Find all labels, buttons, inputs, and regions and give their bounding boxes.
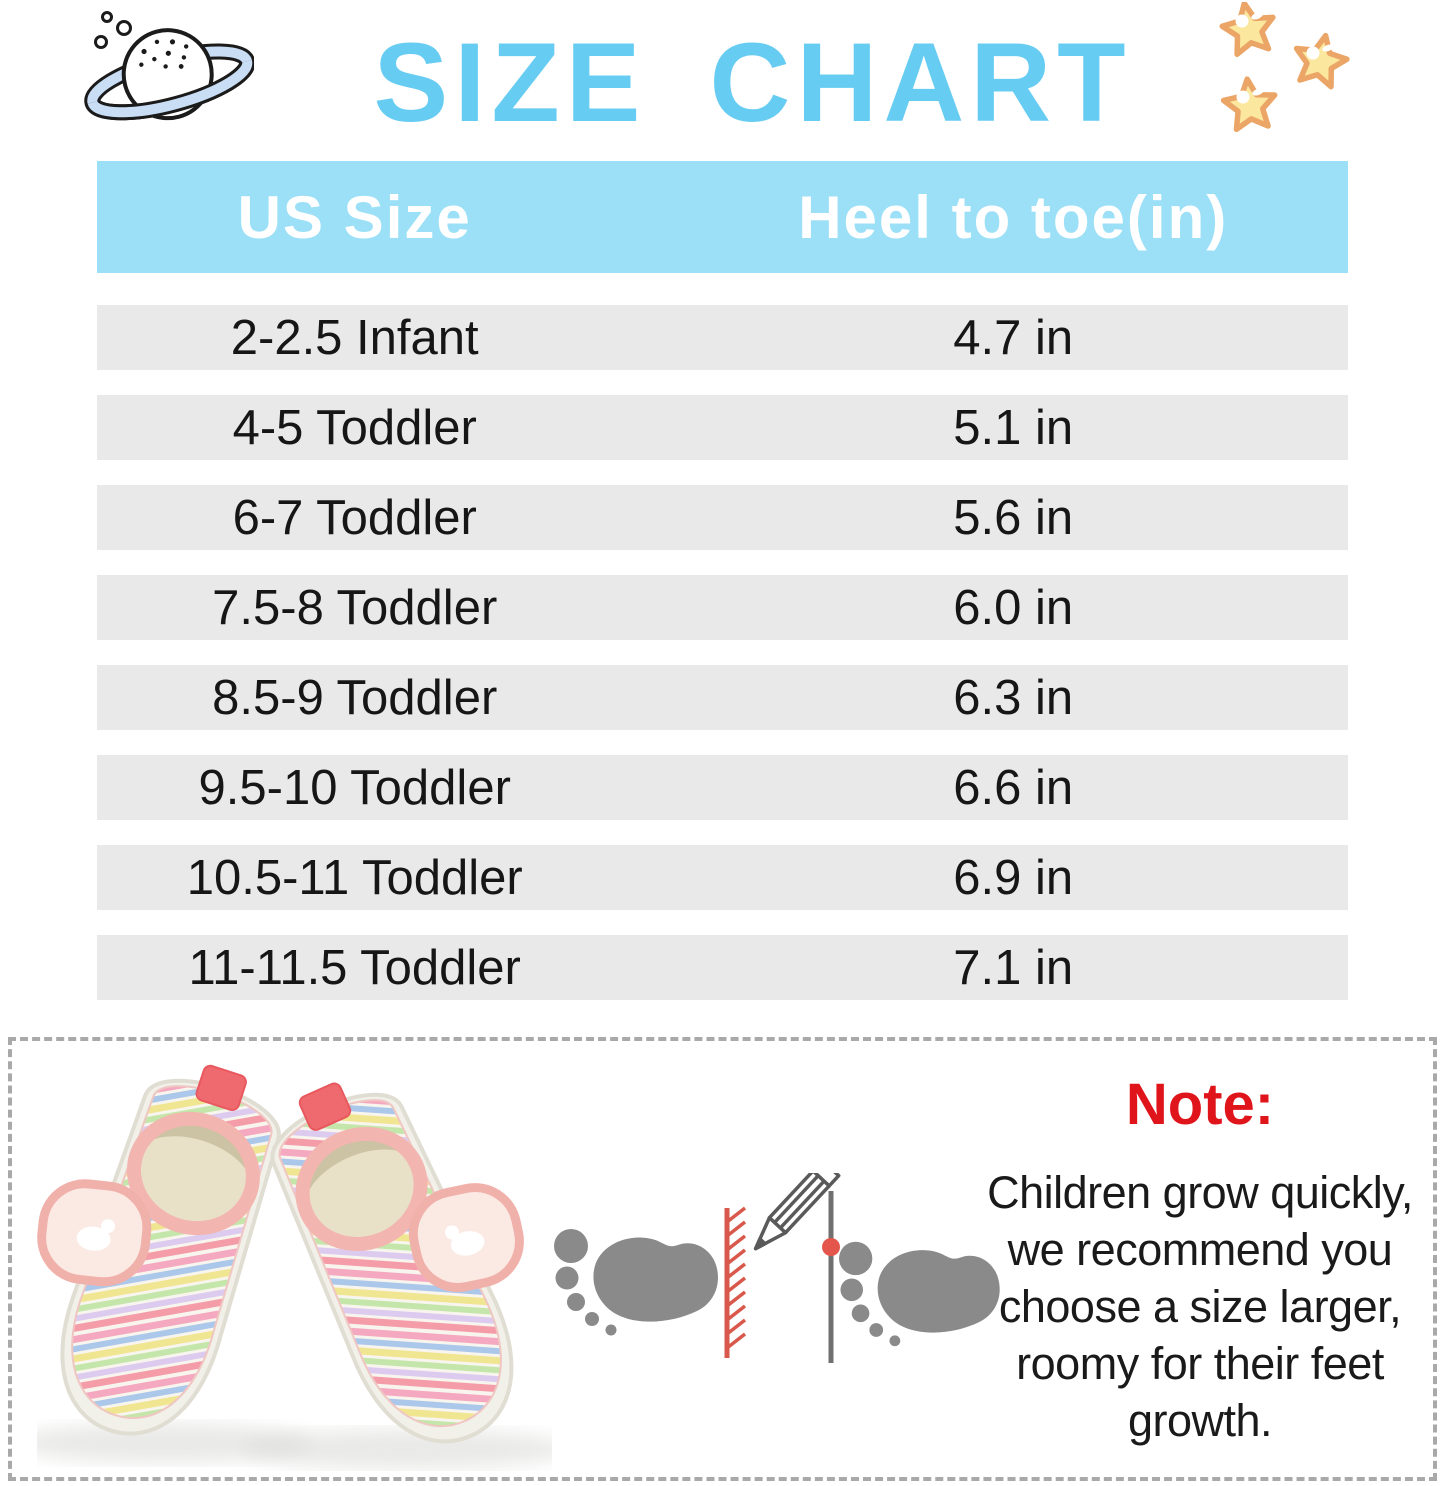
header-us-size: US Size [237, 183, 472, 251]
table-row [97, 485, 1348, 550]
table-row [97, 935, 1348, 1000]
size-cell: 4-5 Toddler [232, 400, 477, 455]
size-cell: 9.5-10 Toddler [198, 760, 511, 815]
product-photo [37, 1063, 552, 1471]
note-line: growth. [1127, 1395, 1273, 1446]
stars-icon [1211, 2, 1361, 137]
table-row [97, 755, 1348, 820]
size-chart-title: SIZE CHART [373, 20, 1132, 145]
length-cell: 6.0 in [953, 580, 1074, 635]
header-heel-to-toe: Heel to toe(in) [798, 183, 1229, 251]
note-line: choose a size larger, [998, 1281, 1402, 1332]
length-cell: 6.3 in [953, 670, 1074, 725]
note-line: roomy for their feet [1016, 1338, 1384, 1389]
size-cell: 11-11.5 Toddler [188, 940, 521, 995]
length-cell: 6.9 in [953, 850, 1074, 905]
length-cell: 6.6 in [953, 760, 1074, 815]
length-cell: 5.6 in [953, 490, 1074, 545]
length-cell: 5.1 in [953, 400, 1074, 455]
note-line: Children grow quickly, [987, 1167, 1413, 1218]
note-block [975, 1071, 1425, 1449]
size-cell: 6-7 Toddler [232, 490, 477, 545]
info-panel [8, 1037, 1437, 1481]
size-cell: 2-2.5 Infant [230, 310, 479, 365]
length-cell: 7.1 in [953, 940, 1074, 995]
table-header-row [97, 161, 1348, 273]
length-cell: 4.7 in [953, 310, 1074, 365]
size-cell: 10.5-11 Toddler [186, 850, 523, 905]
note-line: we recommend you [1007, 1224, 1393, 1275]
note-label: Note: [1125, 1072, 1275, 1137]
table-row [97, 665, 1348, 730]
table-row [97, 575, 1348, 640]
foot-wall-icon [552, 1206, 752, 1366]
size-cell: 7.5-8 Toddler [212, 580, 498, 635]
size-table [97, 305, 1348, 1025]
size-cell: 8.5-9 Toddler [212, 670, 498, 725]
pencil-mark-icon [747, 1173, 1012, 1378]
table-row [97, 845, 1348, 910]
table-row [97, 395, 1348, 460]
table-row [97, 305, 1348, 370]
